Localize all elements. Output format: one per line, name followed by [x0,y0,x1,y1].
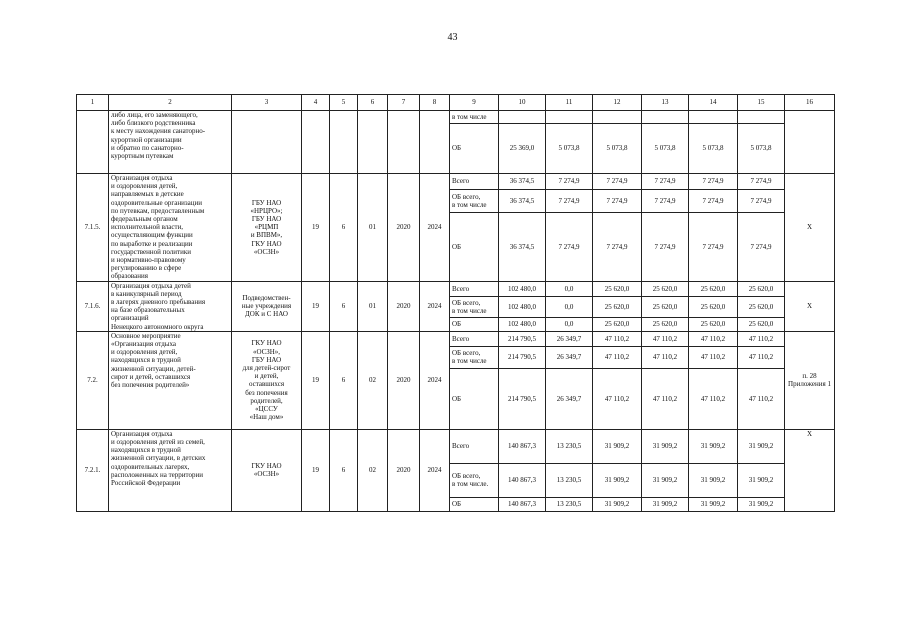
column-header: 11 [546,95,593,111]
code-cell [302,111,330,174]
note-cell: Х [785,429,835,511]
column-header: 6 [358,95,388,111]
end-year [420,111,450,174]
amount-cell: 31 909,2 [642,497,689,511]
code-cell: 19 [302,429,330,511]
amount-cell: 7 274,9 [689,213,738,282]
amount-cell: 47 110,2 [593,331,642,346]
amount-cell: 5 073,8 [593,124,642,174]
amount-cell [642,111,689,124]
amount-cell: 5 073,8 [689,124,738,174]
amount-cell: 25 620,0 [642,318,689,332]
amount-cell: 7 274,9 [689,174,738,190]
page-number: 43 [447,32,458,43]
item-name: Организация отдыха детей в каникулярный период в лагерях дневного пребывания на базе образовательных организаций Ненецкого автономного округа [109,281,232,331]
code-cell: 19 [302,174,330,282]
amount-cell [499,111,546,124]
funding-source: Всего [450,174,499,190]
note-cell: п. 28 Приложения 1 [785,331,835,429]
funding-source: Всего [450,429,499,463]
amount-cell: 31 909,2 [738,497,785,511]
column-header: 16 [785,95,835,111]
funding-source: в том числе [450,111,499,124]
amount-cell: 7 274,9 [546,213,593,282]
amount-cell: 102 480,0 [499,297,546,318]
column-header: 13 [642,95,689,111]
item-number: 7.1.5. [77,174,109,282]
executor: ГКУ НАО «ОСЗН» [232,429,302,511]
funding-source: ОБ [450,124,499,174]
amount-cell: 25 620,0 [738,281,785,297]
start-year: 2020 [388,331,420,429]
amount-cell: 7 274,9 [546,189,593,212]
column-header: 12 [593,95,642,111]
amount-cell: 7 274,9 [593,213,642,282]
code-cell: 02 [358,429,388,511]
item-number: 7.2.1. [77,429,109,511]
code-cell: 6 [330,281,358,331]
column-header: 14 [689,95,738,111]
amount-cell: 5 073,8 [738,124,785,174]
code-cell [358,111,388,174]
executor: ГКУ НАО «ОСЗН», ГБУ НАО для детей-сирот и детей, оставшихся без попечения родителей, «ЦССУ «Наш дом» [232,331,302,429]
amount-cell: 31 909,2 [642,463,689,497]
amount-cell [689,111,738,124]
code-cell: 6 [330,331,358,429]
amount-cell [546,111,593,124]
code-cell: 19 [302,281,330,331]
funding-source: Всего [450,331,499,346]
amount-cell: 31 909,2 [593,497,642,511]
amount-cell: 7 274,9 [689,189,738,212]
amount-cell: 25 620,0 [689,318,738,332]
code-cell: 01 [358,281,388,331]
funding-source: ОБ [450,318,499,332]
amount-cell: 31 909,2 [689,497,738,511]
amount-cell: 47 110,2 [642,346,689,368]
amount-cell: 36 374,5 [499,174,546,190]
end-year: 2024 [420,174,450,282]
amount-cell: 47 110,2 [593,346,642,368]
funding-source: ОБ [450,497,499,511]
note-cell: Х [785,281,835,331]
column-header: 2 [109,95,232,111]
program-table [76,94,835,512]
amount-cell: 31 909,2 [593,429,642,463]
amount-cell: 13 230,5 [546,429,593,463]
amount-cell: 47 110,2 [738,346,785,368]
amount-cell [593,111,642,124]
code-cell [330,111,358,174]
table-row [77,331,835,346]
table-body [77,95,835,512]
amount-cell: 7 274,9 [642,174,689,190]
start-year: 2020 [388,281,420,331]
item-name: Организация отдыха и оздоровления детей из семей, находящихся в трудной жизненной ситуации, в детских оздоровительных лагерях, расположенных на территории Российской Федерации [109,429,232,511]
funding-source: Всего [450,281,499,297]
table-row [77,281,835,297]
amount-cell: 7 274,9 [738,174,785,190]
amount-cell: 0,0 [546,297,593,318]
amount-cell: 47 110,2 [689,368,738,429]
column-header: 9 [450,95,499,111]
column-header: 7 [388,95,420,111]
amount-cell: 47 110,2 [738,368,785,429]
amount-cell: 26 349,7 [546,368,593,429]
amount-cell: 7 274,9 [642,213,689,282]
start-year: 2020 [388,429,420,511]
amount-cell: 7 274,9 [738,189,785,212]
amount-cell: 25 620,0 [593,318,642,332]
amount-cell: 31 909,2 [689,429,738,463]
end-year: 2024 [420,429,450,511]
column-header: 4 [302,95,330,111]
amount-cell: 47 110,2 [689,331,738,346]
executor: ГБУ НАО «НРЦРО»; ГБУ НАО «РЦМП и ВПВМ», ГКУ НАО «ОСЗН» [232,174,302,282]
executor [232,111,302,174]
code-cell: 19 [302,331,330,429]
amount-cell: 47 110,2 [642,368,689,429]
amount-cell: 31 909,2 [642,429,689,463]
amount-cell: 7 274,9 [642,189,689,212]
amount-cell: 36 374,5 [499,213,546,282]
amount-cell: 31 909,2 [593,463,642,497]
header-row [77,95,835,111]
amount-cell: 25 620,0 [593,297,642,318]
amount-cell: 47 110,2 [593,368,642,429]
code-cell: 6 [330,429,358,511]
amount-cell: 31 909,2 [738,429,785,463]
item-name: Основное мероприятие «Организация отдыха и оздоровления детей, находящихся в трудной жизненной ситуации, детей- сирот и детей, оставшихся без попечения родителей» [109,331,232,429]
funding-source: ОБ [450,368,499,429]
amount-cell: 25 620,0 [642,297,689,318]
column-header: 8 [420,95,450,111]
column-header: 3 [232,95,302,111]
amount-cell: 140 867,3 [499,497,546,511]
amount-cell: 0,0 [546,281,593,297]
amount-cell: 214 790,5 [499,368,546,429]
start-year [388,111,420,174]
funding-source: ОБ всего, в том числе [450,297,499,318]
amount-cell: 5 073,8 [546,124,593,174]
amount-cell: 47 110,2 [738,331,785,346]
amount-cell: 102 480,0 [499,318,546,332]
amount-cell: 7 274,9 [738,213,785,282]
column-header: 10 [499,95,546,111]
start-year: 2020 [388,174,420,282]
amount-cell: 5 073,8 [642,124,689,174]
table-row [77,429,835,463]
amount-cell [738,111,785,124]
item-number: 7.2. [77,331,109,429]
amount-cell: 140 867,3 [499,463,546,497]
amount-cell: 25 620,0 [642,281,689,297]
amount-cell: 13 230,5 [546,463,593,497]
amount-cell: 36 374,5 [499,189,546,212]
amount-cell: 47 110,2 [642,331,689,346]
table-row [77,174,835,190]
end-year: 2024 [420,331,450,429]
column-header: 1 [77,95,109,111]
amount-cell: 26 349,7 [546,346,593,368]
code-cell: 02 [358,331,388,429]
amount-cell: 25 620,0 [738,297,785,318]
amount-cell: 25 620,0 [593,281,642,297]
funding-source: ОБ всего, в том числе [450,189,499,212]
table-row [77,111,835,124]
end-year: 2024 [420,281,450,331]
funding-source: ОБ всего, в том числе. [450,463,499,497]
note-cell [785,111,835,174]
code-cell: 6 [330,174,358,282]
funding-source: ОБ [450,213,499,282]
amount-cell: 47 110,2 [689,346,738,368]
note-cell: Х [785,174,835,282]
amount-cell: 0,0 [546,318,593,332]
amount-cell: 214 790,5 [499,346,546,368]
amount-cell: 25 620,0 [689,297,738,318]
item-number: 7.1.6. [77,281,109,331]
amount-cell: 140 867,3 [499,429,546,463]
amount-cell: 7 274,9 [546,174,593,190]
amount-cell: 31 909,2 [738,463,785,497]
item-number [77,111,109,174]
executor: Подведомствен- ные учреждения ДОК и С НАО [232,281,302,331]
amount-cell: 25 620,0 [689,281,738,297]
column-header: 5 [330,95,358,111]
amount-cell: 7 274,9 [593,174,642,190]
column-header: 15 [738,95,785,111]
amount-cell: 7 274,9 [593,189,642,212]
amount-cell: 214 790,5 [499,331,546,346]
amount-cell: 31 909,2 [689,463,738,497]
item-name: либо лица, его заменяющего, либо близкого родственника к месту нахождения санаторно- курортной организации и обратно по санаторно- курортным путевкам [109,111,232,174]
amount-cell: 13 230,5 [546,497,593,511]
amount-cell: 102 480,0 [499,281,546,297]
item-name: Организация отдыха и оздоровления детей, направляемых в детские оздоровительные организации по путевкам, предоставленным федеральным органом исполнительной власти, осуществляющим функции по выработке и реализации государственной политики и нормативно-правовому регулированию в сфере образования [109,174,232,282]
amount-cell: 25 369,0 [499,124,546,174]
amount-cell: 25 620,0 [738,318,785,332]
funding-source: ОБ всего, в том числе [450,346,499,368]
amount-cell: 26 349,7 [546,331,593,346]
code-cell: 01 [358,174,388,282]
